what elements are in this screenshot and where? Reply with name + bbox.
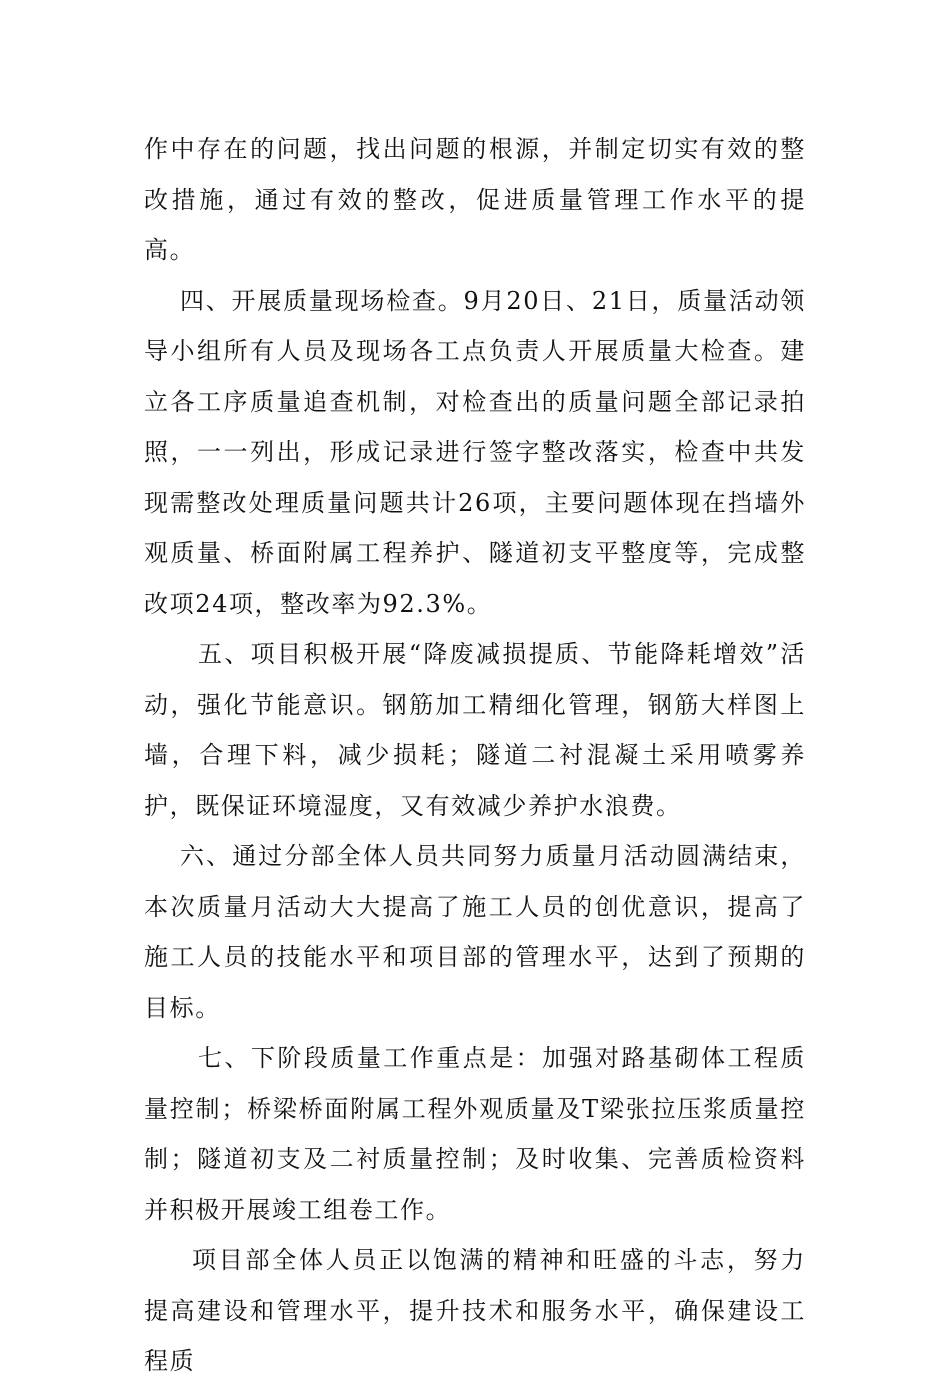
document-body bbox=[144, 124, 806, 1387]
paragraph-five-energy-saving: 五、项目积极开展“降废减损提质、节能降耗增效”活动，强化节能意识。钢筋加工精细化管理，钢筋大样图上墙，合理下料，减少损耗；隧道二衬混凝土采用喷雾养护，既保证环境湿度，又有效减少养护水浪费。 bbox=[144, 640, 806, 820]
paragraph-six-activity-summary: 六、通过分部全体人员共同努力质量月活动圆满结束，本次质量月活动大大提高了施工人员的创优意识，提高了施工人员的技能水平和项目部的管理水平，达到了预期的目标。 bbox=[144, 842, 806, 1022]
paragraph-continuation: 作中存在的问题，找出问题的根源，并制定切实有效的整改措施，通过有效的整改，促进质量管理工作水平的提高。 bbox=[144, 135, 806, 264]
paragraph-closing: 项目部全体人员正以饱满的精神和旺盛的斗志，努力提高建设和管理水平，提升技术和服务水平，确保建设工程质 bbox=[144, 1246, 806, 1375]
paragraph-seven-next-steps: 七、下阶段质量工作重点是：加强对路基砌体工程质量控制；桥梁桥面附属工程外观质量及T梁张拉压浆质量控制；隧道初支及二衬质量控制；及时收集、完善质检资料并积极开展竣工组卷工作。 bbox=[144, 1044, 806, 1224]
paragraph-four-quality-inspection: 四、开展质量现场检查。9月20日、21日，质量活动领导小组所有人员及现场各工点负责人开展质量大检查。建立各工序质量追查机制，对检查出的质量问题全部记录拍照，一一列出，形成记录进行签字整改落实，检查中共发现需整改处理质量问题共计26项，主要问题体现在挡墙外观质量、桥面附属工程养护、隧道初支平整度等，完成整改项24项，整改率为92.3%。 bbox=[144, 286, 806, 618]
